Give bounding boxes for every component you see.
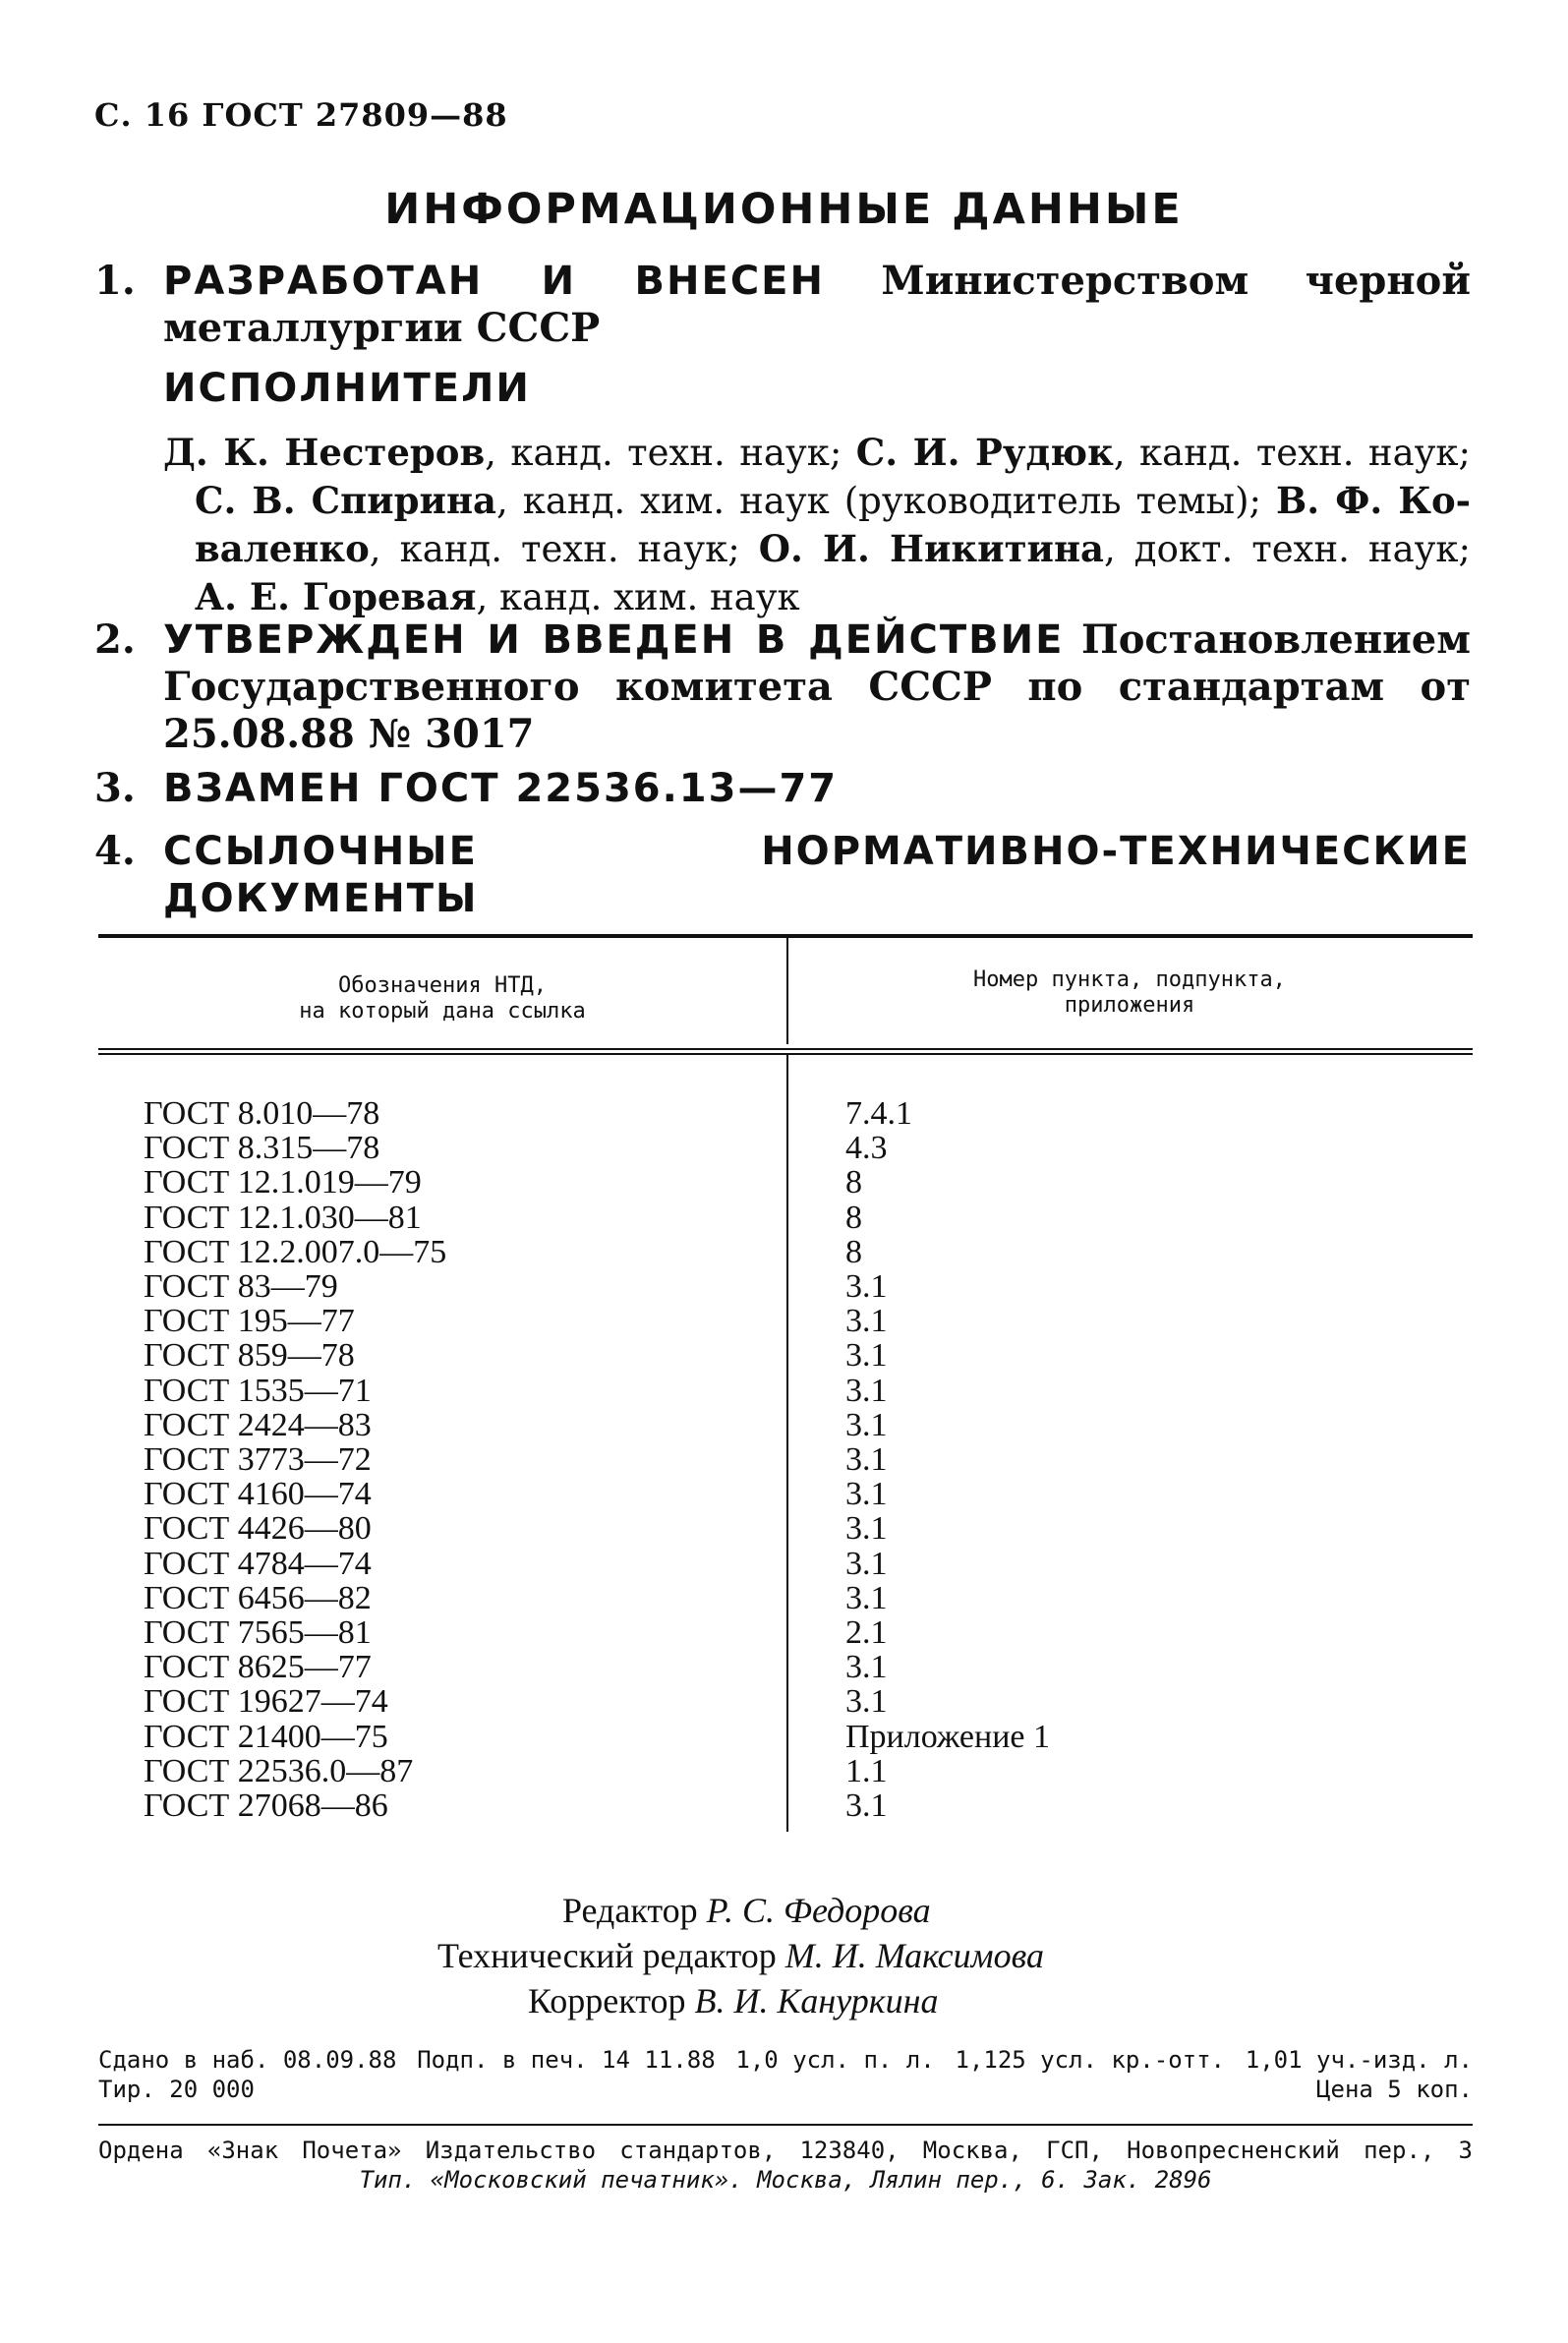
imprint-part: Подп. в печ. 14 11.88 xyxy=(417,2046,716,2074)
author-name: валенко xyxy=(195,527,370,570)
table-cell-clause: 3.1 xyxy=(845,1510,888,1548)
executors-heading: ИСПОЛНИТЕЛИ xyxy=(163,366,531,411)
table-cell-clause: 3.1 xyxy=(845,1579,888,1616)
imprint-rule xyxy=(98,2124,1473,2126)
references-table xyxy=(98,934,1473,1832)
tech-editor-line xyxy=(437,1933,1568,1978)
author-name: А. Е. Горевая xyxy=(195,575,477,618)
table-cell-document: ГОСТ 7565—81 xyxy=(144,1614,372,1652)
author-name: Д. К. Нестеров xyxy=(163,431,486,474)
imprint xyxy=(98,2045,1473,2104)
table-cell-clause: Приложение 1 xyxy=(845,1718,1050,1755)
editor-label: Редактор xyxy=(562,1891,698,1930)
item-number: 3. xyxy=(94,765,136,811)
item-text: Министерством черной металлургии СССР xyxy=(163,258,1471,351)
imprint-part: Сдано в наб. 08.09.88 xyxy=(98,2046,397,2074)
author-degree: , канд. техн. наук; xyxy=(485,432,856,474)
table-cell-clause: 3.1 xyxy=(845,1372,888,1409)
item-caption: ВЗАМЕН ГОСТ 22536.13—77 xyxy=(163,766,839,811)
imprint-part: 1,125 усл. кр.-отт. xyxy=(955,2046,1226,2074)
executors-line xyxy=(163,477,1471,525)
executors-line xyxy=(163,525,1471,573)
executors-list xyxy=(163,429,1471,621)
editor-line xyxy=(562,1888,1568,1933)
table-cell-clause: 8 xyxy=(845,1164,862,1201)
executors-line xyxy=(163,429,1471,477)
clause-column xyxy=(845,1096,1050,1823)
table-cell-document: ГОСТ 19627—74 xyxy=(144,1683,388,1721)
table-cell-document: ГОСТ 12.1.019—79 xyxy=(144,1164,422,1201)
table-cell-document: ГОСТ 4784—74 xyxy=(144,1545,372,1582)
item-caption: УТВЕРЖДЕН И ВВЕДЕН В ДЕЙСТВИЕ xyxy=(163,617,1065,663)
author-degree: , канд. техн. наук; xyxy=(1113,432,1471,474)
item-caption: ССЫЛОЧНЫЕ НОРМАТИВНО-ТЕХНИЧЕСКИЕ ДОКУМЕНТЫ xyxy=(163,829,1471,921)
info-item-1 xyxy=(94,258,1471,352)
table-cell-clause: 3.1 xyxy=(845,1787,888,1825)
page-title: ИНФОРМАЦИОННЫЕ ДАННЫЕ xyxy=(384,185,1184,234)
corrector-name: В. И. Кануркина xyxy=(694,1981,939,2021)
author-degree: , канд. хим. наук (руководитель темы); xyxy=(496,480,1276,522)
table-cell-clause: 3.1 xyxy=(845,1683,888,1721)
column-divider xyxy=(786,1055,788,1832)
author-degree: , канд. техн. наук; xyxy=(369,528,759,570)
price: Цена 5 коп. xyxy=(1316,2076,1473,2103)
author-name: С. В. Спирина xyxy=(195,479,496,522)
table-cell-clause: 3.1 xyxy=(845,1303,888,1340)
table-cell-clause: 4.3 xyxy=(845,1130,888,1167)
table-cell-clause: 3.1 xyxy=(845,1441,888,1479)
table-cell-document: ГОСТ 27068—86 xyxy=(144,1787,388,1825)
table-cell-document: ГОСТ 83—79 xyxy=(144,1268,338,1306)
table-header xyxy=(98,938,1473,1044)
author-degree: , канд. хим. наук xyxy=(476,576,800,618)
page-header: С. 16 ГОСТ 27809—88 xyxy=(94,96,508,134)
print-run: Тир. 20 000 xyxy=(98,2076,255,2103)
table-cell-clause: 8 xyxy=(845,1199,862,1236)
table-cell-clause: 1.1 xyxy=(845,1752,888,1789)
info-item-2 xyxy=(94,616,1471,758)
imprint-line-2 xyxy=(98,2075,1473,2104)
imprint-part: 1,01 уч.-изд. л. xyxy=(1245,2046,1473,2074)
corrector-line xyxy=(528,1978,1568,2023)
author-degree: , докт. техн. наук; xyxy=(1104,528,1471,570)
item-caption: РАЗРАБОТАН И ВНЕСЕН xyxy=(163,259,825,304)
publisher-line: Ордена «Знак Почета» Издательство стандартов, 123840, Москва, ГСП, Новопресненский пер., 3 xyxy=(98,2137,1473,2164)
table-cell-document: ГОСТ 8625—77 xyxy=(144,1649,372,1686)
table-cell-clause: 3.1 xyxy=(845,1476,888,1513)
table-cell-clause: 8 xyxy=(845,1233,862,1270)
table-header-rule xyxy=(98,1048,1473,1050)
table-cell-document: ГОСТ 4160—74 xyxy=(144,1476,372,1513)
editor-name: Р. С. Федорова xyxy=(706,1891,931,1930)
table-cell-document: ГОСТ 8.010—78 xyxy=(144,1095,380,1132)
table-cell-document: ГОСТ 2424—83 xyxy=(144,1406,372,1443)
table-cell-document: ГОСТ 859—78 xyxy=(144,1337,355,1375)
table-cell-document: ГОСТ 195—77 xyxy=(144,1303,355,1340)
author-name: В. Ф. Ко- xyxy=(1275,479,1471,522)
table-cell-document: ГОСТ 21400—75 xyxy=(144,1718,388,1755)
column-header-clause: Номер пункта, подпункта, приложения xyxy=(973,967,1286,1018)
table-cell-clause: 3.1 xyxy=(845,1337,888,1375)
item-text: Постановлением Государственного комитета СССР по стандартам от 25.08.88 № 3017 xyxy=(163,616,1471,757)
corrector-label: Корректор xyxy=(528,1981,686,2021)
tech-editor-name: М. И. Максимова xyxy=(784,1936,1044,1975)
printer-line: Тип. «Московский печатник». Москва, Лялин пер., 6. Зак. 2896 xyxy=(359,2166,1212,2194)
column-header-document: Обозначения НТД, на который дана ссылка xyxy=(299,973,586,1024)
table-cell-clause: 3.1 xyxy=(845,1545,888,1582)
table-cell-document: ГОСТ 4426—80 xyxy=(144,1510,372,1548)
publisher-info xyxy=(98,2136,1473,2195)
table-cell-clause: 3.1 xyxy=(845,1649,888,1686)
info-item-4 xyxy=(94,828,1471,922)
item-number: 2. xyxy=(94,616,136,663)
table-cell-clause: 7.4.1 xyxy=(845,1095,912,1132)
table-cell-document: ГОСТ 12.1.030—81 xyxy=(144,1199,422,1236)
table-cell-document: ГОСТ 1535—71 xyxy=(144,1372,372,1409)
imprint-line-1 xyxy=(98,2045,1473,2075)
table-body xyxy=(98,1055,1473,1832)
executors-line xyxy=(163,573,1471,621)
table-cell-document: ГОСТ 12.2.007.0—75 xyxy=(144,1233,447,1270)
info-item-3 xyxy=(94,765,1471,812)
table-cell-clause: 3.1 xyxy=(845,1406,888,1443)
table-cell-document: ГОСТ 3773—72 xyxy=(144,1441,372,1479)
author-name: О. И. Никитина xyxy=(758,527,1105,570)
table-cell-document: ГОСТ 8.315—78 xyxy=(144,1130,380,1167)
table-cell-document: ГОСТ 6456—82 xyxy=(144,1579,372,1616)
item-number: 4. xyxy=(94,828,136,874)
author-name: С. И. Рудюк xyxy=(855,431,1114,474)
document-column xyxy=(144,1096,446,1823)
item-number: 1. xyxy=(94,258,136,304)
table-cell-document: ГОСТ 22536.0—87 xyxy=(144,1752,414,1789)
tech-editor-label: Технический редактор xyxy=(437,1936,777,1975)
table-cell-clause: 3.1 xyxy=(845,1268,888,1306)
table-cell-clause: 2.1 xyxy=(845,1614,888,1652)
credits xyxy=(0,1888,1568,2023)
imprint-part: 1,0 усл. п. л. xyxy=(735,2046,935,2074)
